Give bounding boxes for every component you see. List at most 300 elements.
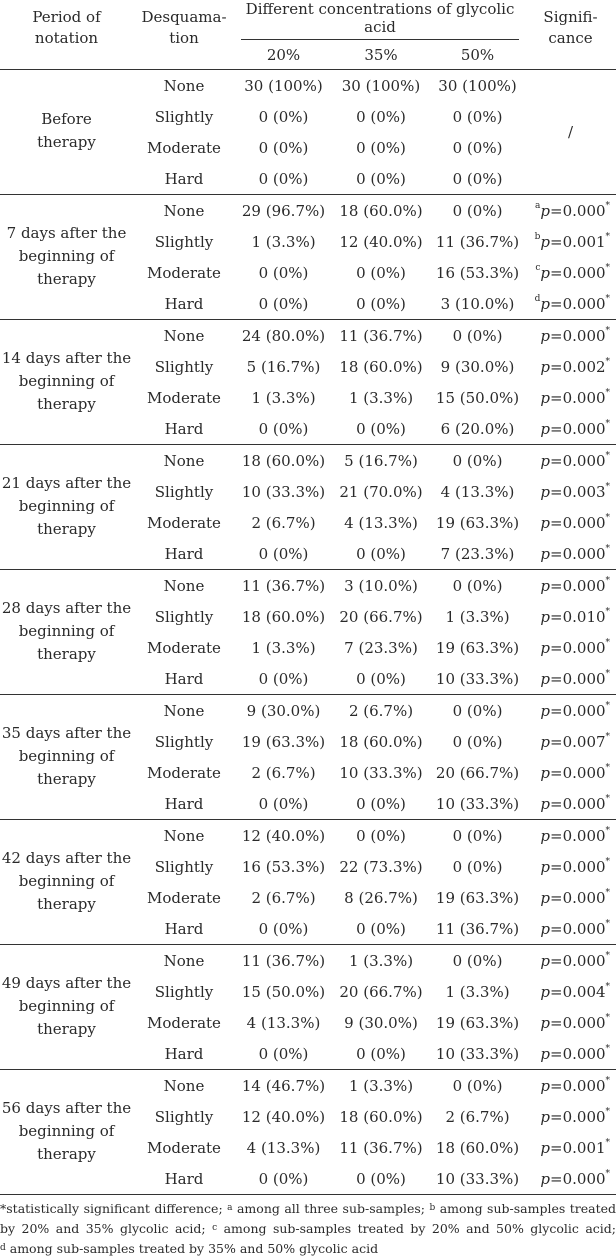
value-20-cell: 11 (36.7%) xyxy=(235,945,332,977)
table-row xyxy=(0,945,616,977)
desquamation-level-cell: None xyxy=(133,945,235,977)
significance-star: * xyxy=(605,762,611,773)
value-20-cell: 2 (6.7%) xyxy=(251,763,316,782)
value-20-cell: 2 (6.7%) xyxy=(251,888,316,907)
header-significance-line-1: Signifi- xyxy=(543,8,598,26)
header-significance-line-2: cance xyxy=(548,29,593,47)
value-20-cell: 0 (0%) xyxy=(258,138,309,157)
significance-cell xyxy=(525,413,616,445)
significance-cell xyxy=(525,1163,616,1194)
p-symbol: p xyxy=(540,1044,551,1063)
value-20-cell: 11 (36.7%) xyxy=(235,570,332,602)
period-line: beginning of xyxy=(18,496,115,515)
desquamation-level-cell: Hard xyxy=(164,919,204,938)
p-symbol: p xyxy=(540,763,551,782)
significance-cell xyxy=(525,507,616,538)
period-line: 42 days after the xyxy=(1,848,132,867)
desquamation-level-cell: Hard xyxy=(164,1169,204,1188)
significance-cell xyxy=(525,288,616,320)
p-value: =0.000 xyxy=(550,888,606,907)
desquamation-level-cell: Hard xyxy=(164,169,204,188)
value-50-cell: 10 (33.3%) xyxy=(435,794,520,813)
significance-cell xyxy=(525,632,616,663)
p-symbol: p xyxy=(540,1169,551,1188)
value-35-cell: 0 (0%) xyxy=(356,419,406,438)
value-35-cell: 0 (0%) xyxy=(356,107,406,126)
value-35-cell: 10 (33.3%) xyxy=(339,763,423,782)
header-desquamation-line-2: tion xyxy=(169,29,199,47)
value-50-cell: 19 (63.3%) xyxy=(435,888,520,907)
significance-cell xyxy=(525,1101,616,1132)
p-value: =0.000 xyxy=(550,451,606,470)
value-35-cell: 8 (26.7%) xyxy=(344,888,418,907)
value-35-cell: 0 (0%) xyxy=(356,138,406,157)
footnote-a-text: among all three sub-samples; xyxy=(236,1201,425,1216)
significance-star: * xyxy=(605,293,611,304)
p-value: =0.000 xyxy=(550,857,606,876)
period-line: therapy xyxy=(37,133,96,151)
significance-cell xyxy=(525,570,616,602)
p-symbol: p xyxy=(540,357,551,376)
significance-star: * xyxy=(605,1043,611,1054)
significance-star: * xyxy=(605,918,611,929)
value-50-cell: 10 (33.3%) xyxy=(435,669,520,688)
period-line: therapy xyxy=(37,1144,96,1163)
header-significance xyxy=(525,0,616,70)
p-symbol: p xyxy=(540,1076,551,1095)
significance-cell xyxy=(525,945,616,977)
desquamation-level-cell: None xyxy=(133,445,235,477)
value-35-cell: 0 (0%) xyxy=(356,263,406,282)
significance-star: * xyxy=(605,856,611,867)
significance-cell xyxy=(525,788,616,820)
period-line: 49 days after the xyxy=(1,973,132,992)
significance-cell xyxy=(525,695,616,727)
value-35-cell: 18 (60.0%) xyxy=(339,357,423,376)
value-35-cell: 3 (10.0%) xyxy=(332,570,430,602)
desquamation-level-cell: Slightly xyxy=(154,482,214,501)
value-20-cell: 4 (13.3%) xyxy=(246,1013,321,1032)
significance-cell xyxy=(525,1038,616,1070)
desquamation-level-cell: Hard xyxy=(164,294,204,313)
p-symbol: p xyxy=(540,669,551,688)
significance-star: * xyxy=(605,668,611,679)
significance-star: * xyxy=(605,1106,611,1117)
value-20-cell: 5 (16.7%) xyxy=(246,357,321,376)
significance-cell xyxy=(525,757,616,788)
p-symbol: p xyxy=(540,576,551,595)
significance-star: * xyxy=(605,512,611,523)
value-35-cell: 20 (66.7%) xyxy=(339,607,423,626)
header-desquamation-line-1: Desquama- xyxy=(141,8,227,26)
p-value: =0.000 xyxy=(550,201,606,220)
p-value: =0.000 xyxy=(550,763,606,782)
value-20-cell: 30 (100%) xyxy=(244,76,323,95)
p-symbol: p xyxy=(540,888,551,907)
p-value: =0.000 xyxy=(550,419,606,438)
desquamation-level-cell: Hard xyxy=(164,669,204,688)
p-value: =0.000 xyxy=(550,544,606,563)
table-row xyxy=(0,445,616,477)
desquamation-level-cell: None xyxy=(133,820,235,852)
value-50-cell: 0 (0%) xyxy=(430,195,525,227)
value-20-cell: 0 (0%) xyxy=(258,1044,309,1063)
value-35-cell: 2 (6.7%) xyxy=(332,695,430,727)
p-symbol: p xyxy=(540,732,551,751)
p-value: =0.000 xyxy=(550,576,606,595)
table-row xyxy=(0,1070,616,1102)
value-20-cell: 0 (0%) xyxy=(258,544,309,563)
table-row xyxy=(0,70,616,102)
value-35-cell: 18 (60.0%) xyxy=(339,732,423,751)
significance-cell xyxy=(525,476,616,507)
value-50-cell: 0 (0%) xyxy=(430,320,525,352)
p-value: =0.000 xyxy=(550,513,606,532)
value-20-cell: 29 (96.7%) xyxy=(235,195,332,227)
significance-star: * xyxy=(605,387,611,398)
desquamation-level-cell: Moderate xyxy=(147,638,221,657)
period-line: therapy xyxy=(37,394,96,413)
footnote-b-text-part: among sub-samples treated xyxy=(439,1201,616,1216)
significance-cell xyxy=(525,851,616,882)
value-35-cell: 30 (100%) xyxy=(341,76,421,95)
period-line: beginning of xyxy=(18,746,115,765)
significance-star: * xyxy=(605,606,611,617)
p-value: =0.000 xyxy=(550,388,606,407)
period-cell xyxy=(0,445,133,570)
p-value: =0.000 xyxy=(550,638,606,657)
p-symbol: p xyxy=(540,201,551,220)
significance-cell xyxy=(525,1070,616,1102)
table-row xyxy=(0,195,616,227)
value-20-cell: 0 (0%) xyxy=(258,669,309,688)
period-line: beginning of xyxy=(18,246,115,265)
value-50-cell: 0 (0%) xyxy=(452,169,503,188)
value-35-cell: 1 (3.3%) xyxy=(332,945,430,977)
value-35-cell: 18 (60.0%) xyxy=(339,1107,423,1126)
p-symbol: p xyxy=(540,701,551,720)
period-line: therapy xyxy=(37,269,96,288)
footnote-star-text: statistically significant difference; xyxy=(6,1201,223,1216)
value-20-cell: 2 (6.7%) xyxy=(251,513,316,532)
value-50-cell: 11 (36.7%) xyxy=(435,919,520,938)
footnote-d-text: among sub-samples treated by 35% and 50% glycolic acid xyxy=(9,1241,379,1256)
desquamation-level-cell: Slightly xyxy=(154,232,214,251)
value-35-cell: 1 (3.3%) xyxy=(348,388,414,407)
p-symbol: p xyxy=(540,482,551,501)
desquamation-level-cell: None xyxy=(133,195,235,227)
desquamation-level-cell: Moderate xyxy=(147,388,221,407)
footnote-d-mark: d xyxy=(0,1243,6,1253)
value-35-cell: 0 (0%) xyxy=(356,294,406,313)
significance-star: * xyxy=(605,637,611,648)
significance-star: * xyxy=(605,481,611,492)
p-symbol: p xyxy=(540,826,551,845)
footnote-line-1 xyxy=(0,1199,616,1219)
p-symbol: p xyxy=(540,638,551,657)
value-50-cell: 4 (13.3%) xyxy=(440,482,515,501)
value-20-cell: 9 (30.0%) xyxy=(235,695,332,727)
footnote-a-mark: a xyxy=(227,1203,233,1213)
period-line: 35 days after the xyxy=(1,723,132,742)
p-symbol: p xyxy=(540,1138,551,1157)
significance-star: * xyxy=(605,700,611,711)
period-line: Before xyxy=(41,110,92,128)
p-symbol: p xyxy=(540,794,551,813)
header-concentration-group xyxy=(235,0,525,40)
value-20-cell: 0 (0%) xyxy=(258,263,309,282)
header-period-line-1: Period of xyxy=(32,8,101,26)
p-value: =0.001 xyxy=(550,1138,606,1157)
value-50-cell: 7 (23.3%) xyxy=(440,544,515,563)
value-35-cell: 12 (40.0%) xyxy=(339,232,423,251)
period-line: 14 days after the xyxy=(1,348,132,367)
desquamation-level-cell: Hard xyxy=(164,419,204,438)
value-20-cell: 16 (53.3%) xyxy=(241,857,326,876)
value-50-cell: 9 (30.0%) xyxy=(440,357,515,376)
table-body xyxy=(0,70,616,1195)
p-symbol: p xyxy=(540,451,551,470)
value-35-cell: 22 (73.3%) xyxy=(339,857,423,876)
significance-cell: / xyxy=(568,123,574,141)
value-20-cell: 1 (3.3%) xyxy=(251,388,316,407)
significance-star: * xyxy=(605,731,611,742)
significance-star: * xyxy=(605,1012,611,1023)
significance-star: * xyxy=(605,200,611,211)
p-symbol: p xyxy=(540,544,551,563)
value-35-cell: 7 (23.3%) xyxy=(344,638,418,657)
value-20-cell: 0 (0%) xyxy=(258,294,309,313)
value-35-cell: 0 (0%) xyxy=(356,669,406,688)
value-20-cell: 0 (0%) xyxy=(258,919,309,938)
value-50-cell: 0 (0%) xyxy=(430,445,525,477)
significance-star: * xyxy=(605,450,611,461)
p-value: =0.000 xyxy=(550,669,606,688)
value-20-cell: 18 (60.0%) xyxy=(235,445,332,477)
value-35-cell: 20 (66.7%) xyxy=(339,982,423,1001)
significance-cell xyxy=(525,976,616,1007)
value-50-cell: 0 (0%) xyxy=(430,695,525,727)
period-line: therapy xyxy=(37,644,96,663)
period-cell xyxy=(0,320,133,445)
period-cell xyxy=(0,695,133,820)
footnote-c-text: among sub-samples treated by 20% and 50% glycolic acid; xyxy=(223,1221,616,1236)
desquamation-level-cell: None xyxy=(133,1070,235,1102)
value-20-cell: 0 (0%) xyxy=(258,169,309,188)
value-35-cell: 0 (0%) xyxy=(356,169,406,188)
value-50-cell: 20 (66.7%) xyxy=(435,763,520,782)
p-value: =0.000 xyxy=(550,701,606,720)
p-symbol: p xyxy=(540,263,551,282)
period-line: therapy xyxy=(37,1019,96,1038)
footnote-line-2 xyxy=(0,1219,616,1239)
p-value: =0.010 xyxy=(550,607,606,626)
value-20-cell: 0 (0%) xyxy=(258,419,309,438)
desquamation-level-cell: None xyxy=(133,320,235,352)
header-period xyxy=(0,0,133,70)
significance-star: * xyxy=(605,418,611,429)
value-50-cell: 0 (0%) xyxy=(430,820,525,852)
period-line: beginning of xyxy=(18,621,115,640)
footnote-line-3 xyxy=(0,1239,616,1259)
significance-cell xyxy=(525,913,616,945)
value-35-cell: 5 (16.7%) xyxy=(332,445,430,477)
p-value: =0.000 xyxy=(550,294,606,313)
period-line: 7 days after the xyxy=(6,223,127,242)
p-symbol: p xyxy=(540,326,551,345)
p-value: =0.004 xyxy=(550,982,606,1001)
p-value: =0.000 xyxy=(550,919,606,938)
significance-cell xyxy=(525,726,616,757)
header-conc-50: 50% xyxy=(430,40,525,70)
period-cell xyxy=(0,1070,133,1195)
p-value: =0.002 xyxy=(550,357,606,376)
value-20-cell: 12 (40.0%) xyxy=(235,820,332,852)
value-35-cell: 1 (3.3%) xyxy=(332,1070,430,1102)
desquamation-level-cell: None xyxy=(133,695,235,727)
value-50-cell: 18 (60.0%) xyxy=(435,1138,520,1157)
significance-star: * xyxy=(605,575,611,586)
value-35-cell: 0 (0%) xyxy=(356,1044,406,1063)
value-50-cell: 30 (100%) xyxy=(438,76,517,95)
table-row xyxy=(0,820,616,852)
value-50-cell: 15 (50.0%) xyxy=(435,388,520,407)
significance-cell xyxy=(525,663,616,695)
value-50-cell: 0 (0%) xyxy=(452,138,503,157)
period-line: therapy xyxy=(37,519,96,538)
period-line: 21 days after the xyxy=(1,473,132,492)
header-period-line-2: notation xyxy=(34,29,99,47)
significance-star: * xyxy=(605,231,611,242)
significance-star: * xyxy=(605,887,611,898)
desquamation-level-cell: Slightly xyxy=(154,607,214,626)
value-35-cell: 18 (60.0%) xyxy=(332,195,430,227)
p-value: =0.000 xyxy=(550,1044,606,1063)
p-symbol: p xyxy=(540,513,551,532)
value-50-cell: 0 (0%) xyxy=(430,570,525,602)
p-symbol: p xyxy=(540,388,551,407)
p-symbol: p xyxy=(540,232,551,251)
value-50-cell: 0 (0%) xyxy=(452,107,503,126)
header-concentration-group-label: Different concentrations of glycolic acid xyxy=(241,0,519,40)
significance-cell xyxy=(525,382,616,413)
table-row xyxy=(0,320,616,352)
period-cell xyxy=(0,820,133,945)
desquamation-level-cell: None xyxy=(133,570,235,602)
desquamation-level-cell: Moderate xyxy=(147,513,221,532)
value-35-cell: 0 (0%) xyxy=(332,820,430,852)
p-value: =0.000 xyxy=(550,1013,606,1032)
significance-cell xyxy=(525,1132,616,1163)
value-50-cell: 0 (0%) xyxy=(452,732,503,751)
value-20-cell: 4 (13.3%) xyxy=(246,1138,321,1157)
value-20-cell: 14 (46.7%) xyxy=(235,1070,332,1102)
value-35-cell: 11 (36.7%) xyxy=(332,320,430,352)
period-line: therapy xyxy=(37,769,96,788)
period-line: therapy xyxy=(37,894,96,913)
value-20-cell: 0 (0%) xyxy=(258,794,309,813)
p-symbol: p xyxy=(540,607,551,626)
value-20-cell: 0 (0%) xyxy=(258,107,309,126)
period-cell xyxy=(0,70,133,195)
p-value: =0.000 xyxy=(550,1076,606,1095)
footnote-c-mark: c xyxy=(212,1223,218,1233)
significance-cell xyxy=(525,226,616,257)
p-symbol: p xyxy=(540,919,551,938)
period-line: beginning of xyxy=(18,996,115,1015)
p-value: =0.000 xyxy=(550,263,606,282)
period-cell xyxy=(0,195,133,320)
significance-cell xyxy=(525,820,616,852)
value-20-cell: 1 (3.3%) xyxy=(251,638,316,657)
p-symbol: p xyxy=(540,1013,551,1032)
significance-star: * xyxy=(605,1137,611,1148)
value-50-cell: 0 (0%) xyxy=(430,945,525,977)
desquamation-level-cell: Moderate xyxy=(147,1013,221,1032)
value-35-cell: 21 (70.0%) xyxy=(339,482,423,501)
desquamation-level-cell: Slightly xyxy=(154,982,214,1001)
period-line: beginning of xyxy=(18,371,115,390)
significance-cell xyxy=(525,445,616,477)
significance-star: * xyxy=(605,825,611,836)
value-50-cell: 16 (53.3%) xyxy=(435,263,520,282)
p-value: =0.000 xyxy=(550,1169,606,1188)
significance-mark: a xyxy=(535,200,541,211)
value-50-cell: 6 (20.0%) xyxy=(440,419,515,438)
value-50-cell: 3 (10.0%) xyxy=(440,294,515,313)
p-symbol: p xyxy=(540,857,551,876)
desquamation-level-cell: Moderate xyxy=(147,888,221,907)
desquamation-level-cell: Slightly xyxy=(154,857,214,876)
value-35-cell: 0 (0%) xyxy=(356,919,406,938)
p-value: =0.007 xyxy=(550,732,606,751)
value-50-cell: 1 (3.3%) xyxy=(445,607,510,626)
p-symbol: p xyxy=(540,419,551,438)
desquamation-level-cell: None xyxy=(163,76,205,95)
table-row xyxy=(0,695,616,727)
significance-cell xyxy=(525,601,616,632)
p-value: =0.000 xyxy=(550,826,606,845)
value-50-cell: 10 (33.3%) xyxy=(435,1169,520,1188)
value-50-cell: 19 (63.3%) xyxy=(435,638,520,657)
significance-star: * xyxy=(605,262,611,273)
value-35-cell: 0 (0%) xyxy=(356,1169,406,1188)
significance-mark: b xyxy=(534,231,541,242)
p-value: =0.000 xyxy=(550,794,606,813)
significance-cell xyxy=(525,195,616,227)
p-symbol: p xyxy=(540,982,551,1001)
significance-cell xyxy=(525,538,616,570)
desquamation-level-cell: Slightly xyxy=(154,107,214,126)
desquamation-level-cell: Moderate xyxy=(147,138,221,157)
significance-mark: c xyxy=(535,262,541,273)
period-cell xyxy=(0,570,133,695)
value-35-cell: 0 (0%) xyxy=(356,794,406,813)
desquamation-level-cell: Hard xyxy=(164,794,204,813)
significance-cell xyxy=(525,257,616,288)
value-20-cell: 24 (80.0%) xyxy=(235,320,332,352)
desquamation-level-cell: Slightly xyxy=(154,732,214,751)
p-symbol: p xyxy=(540,951,551,970)
table-row xyxy=(0,570,616,602)
desquamation-level-cell: Hard xyxy=(164,544,204,563)
p-value: =0.000 xyxy=(550,951,606,970)
significance-cell xyxy=(525,351,616,382)
value-20-cell: 0 (0%) xyxy=(258,1169,309,1188)
period-line: beginning of xyxy=(18,871,115,890)
desquamation-level-cell: Hard xyxy=(164,1044,204,1063)
significance-mark: d xyxy=(534,293,541,304)
